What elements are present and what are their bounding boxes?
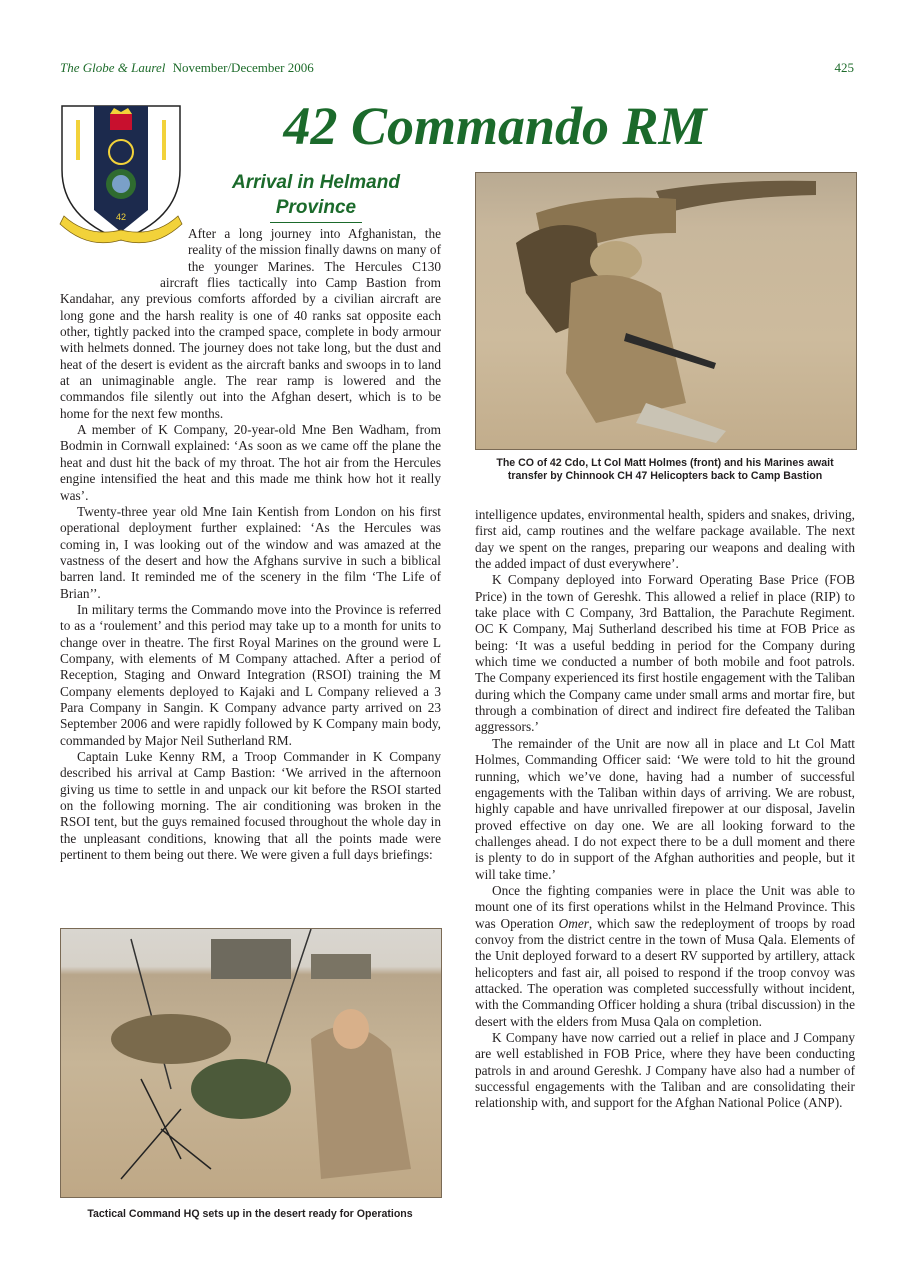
paragraph: In military terms the Commando move into the Province is referred to as a ‘roulement’ and this period may take up to a month for units to change over in theatre. The first Royal Marines on the ground were L Company, with elements of M Company attached. After a period of Reception, Staging and Onward Integration (RSOI) training the M Company elements deployed to Kajaki and L Company relieved a 3 Para Company in Sangin. K Company advance party arrived on 23 September 2006 and were rapidly followed by K Company main body, commanded by Major Neil Sutherland RM.	[60, 601, 441, 748]
svg-text:42: 42	[115, 212, 127, 222]
photo-tactical-hq	[60, 928, 442, 1198]
subtitle-line-2: Province	[275, 197, 357, 218]
paragraph: K Company deployed into Forward Operating Base Price (FOB Price) in the town of Gereshk. This allowed a relief in place (RIP) to take place with C Company, 3rd Battalion, the Parachute Regiment. OC K Company, Maj Sutherland described his time at FOB Price as being: ‘It was a useful bedding in period for the Company during which time we conducted a number of both mobile and foot patrols. The Company experienced its first hostile engagement with the Taliban during which the Company came under small arms and mortar fire, but through a combination of direct and indirect fire defeated the Taliban aggressors.’	[475, 572, 855, 735]
photo-marines-illustration	[476, 173, 856, 449]
article-subtitle	[210, 170, 422, 223]
running-header	[60, 60, 854, 78]
paragraph: Twenty-three year old Mne Iain Kentish from London on his first operational deployment further explained: ‘As the Hercules was coming in, I was looking out of the window and was amazed at the vastness of the desert and how the Afghans survive in such a biblical barren land. It reminded me of the scenery in the film ‘The Life of Brian’’.	[60, 503, 441, 601]
page-title: 42 Commando RM	[283, 96, 707, 156]
photo-caption: The CO of 42 Cdo, Lt Col Matt Holmes (front) and his Marines await transfer by Chinnook CH 47 Helicopters back to Camp Bastion	[496, 457, 834, 482]
paragraph: After a long journey into Afghanistan, the reality of the mission finally dawns on many of the younger Marines. The Hercules C130 aircraft flies tactically into Camp Bastion from Kandahar, any previous comforts afforded by a civilian aircraft are long gone and the harsh reality is one of 40 ranks sat opposite each other, tightly packed into the cramped space, complete in body armour with helmets donned. The journey does not take long, but the dust and heat of the desert is evident as the aircraft banks and swoops in to land at an unimaginable angle. The rear ramp is lowered and the commandos file silently out into the Afghan desert, which is to be home for the next few months.	[60, 226, 441, 421]
operation-name: Omer	[558, 915, 589, 931]
paragraph: K Company have now carried out a relief in place and J Company are well established in FOB Price, where they have been conducting patrols in and around Gereshk. J Company have also had a number of successful engagements with the Taliban and are consolidating their relationship with, and support for the Afghan National Police (ANP).	[475, 1030, 855, 1111]
paragraph	[475, 883, 855, 1030]
subtitle-underline	[270, 222, 362, 223]
paragraph: A member of K Company, 20-year-old Mne Ben Wadham, from Bodmin in Cornwall explained: ‘As soon as we came off the plane the heat and dust hit the back of my throat. The hot air from the Hercules engine intensified the heat and this made me think how hot it really was’.	[60, 422, 441, 503]
photo-caption: Tactical Command HQ sets up in the desert ready for Operations	[87, 1208, 413, 1220]
text: Once the fighting companies were in place the Unit was able to mount one of its first operations whilst in the Helmand Province. This was Operation	[475, 882, 855, 931]
left-column	[60, 226, 441, 863]
paragraph: Captain Luke Kenny RM, a Troop Commander in K Company described his arrival at Camp Bastion: ‘We arrived in the afternoon giving us time to settle in and unpack our kit before the RSOI started on the following morning. The air conditioning was broken in the RSOI tent, but the guys remained focused throughout the whole day in the unpleasant conditions, knowing that all the points made were pertinent to them being out there. We were given a full days briefings:	[60, 749, 441, 863]
magazine-name: The Globe & Laurel	[60, 60, 166, 75]
text: , which saw the redeployment of troops by road convoy from the district centre in the town of Musa Qala. Elements of the Unit deployed forward to a desert RV supported by artillery, attack helicopters and fast air, all poised to respond if the troop convoy was attacked. The operation was completed successfully without incident, with the Commanding Officer holding a shura (tribal discussion) in the desert with the elders from Musa Qala on completion.	[475, 915, 856, 1029]
paragraph: intelligence updates, environmental health, spiders and snakes, driving, first aid, camp routines and the welfare package available. The next day we spent on the ranges, preparing our weapons and dealing with the added impact of dust everywhere’.	[475, 507, 855, 572]
subtitle-line-1: Arrival in Helmand	[232, 172, 400, 193]
paragraph: The remainder of the Unit are now all in place and Lt Col Matt Holmes, Commanding Officer said: ‘We were told to hit the ground running, which we’ve done, having had a number of successful engagements with the Taliban within days of arriving. We are robust, highly capable and have unrivalled firepower at our disposal, Javelin proved effective on day one. We are all looking forward to the challenges ahead. I do not expect there to be a dull moment and there is plenty to do in support of the Afghan authorities and people, but it will take time.’	[475, 735, 855, 882]
page-number: 425	[834, 60, 854, 75]
issue-date: November/December 2006	[172, 60, 314, 75]
right-column	[475, 507, 855, 1112]
photo-hq-illustration	[61, 929, 441, 1197]
photo-marines-awaiting-transfer	[475, 172, 857, 450]
